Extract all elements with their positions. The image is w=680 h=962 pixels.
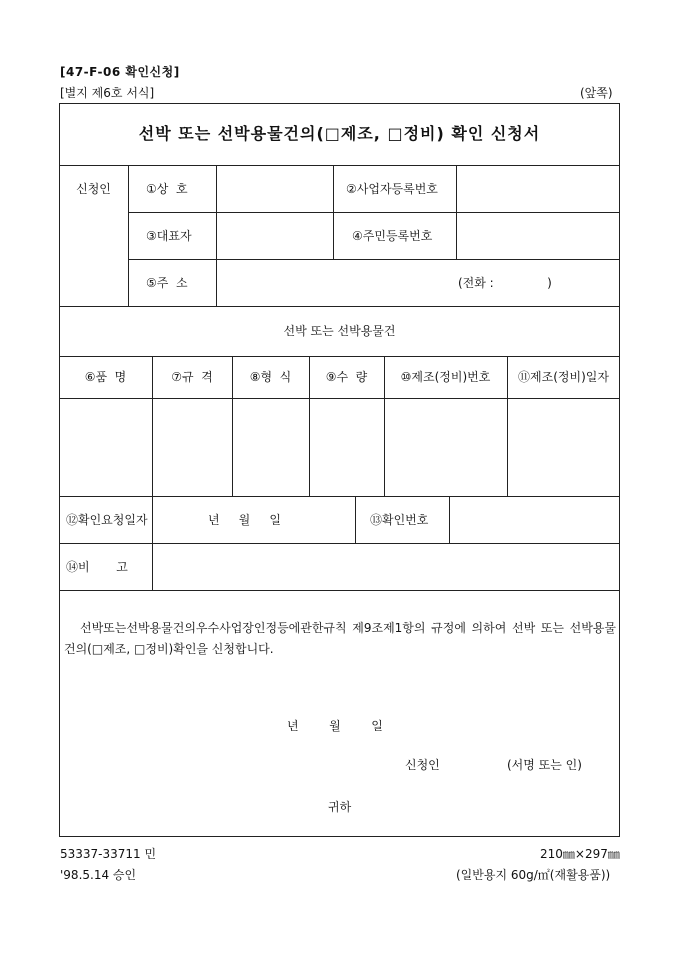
goods-col-spec: ⑦규 격 — [171, 370, 213, 384]
business-reg-no-label: ②사업자등록번호 — [346, 181, 438, 196]
representative-label: ③대표자 — [146, 228, 192, 243]
footer-approval: '98.5.14 승인 — [60, 868, 137, 882]
trade-name-label: ①상 호 — [146, 181, 188, 196]
footer-size: 210㎜×297㎜ — [540, 847, 620, 861]
goods-col-type: ⑧형 식 — [249, 370, 292, 384]
form-title: 선박 또는 선박용물건의(□제조, □정비) 확인 신청서 — [138, 124, 541, 143]
footer-paper: (일반용지 60g/㎡(재활용품)) — [456, 868, 611, 882]
footer-form-number: 53337-33711 민 — [60, 847, 157, 861]
vline-applicant — [128, 165, 129, 306]
vline-request-3 — [449, 496, 450, 543]
phone-label: (전화 : ) — [458, 275, 552, 290]
vline-label-col — [216, 165, 217, 306]
vline-mid-2 — [456, 165, 457, 259]
statement-applicant: 신청인 — [405, 758, 440, 772]
rule-title — [59, 165, 620, 166]
address-label: ⑤주 소 — [146, 275, 188, 290]
rule-remarks — [59, 590, 620, 591]
side-label: (앞쪽) — [580, 86, 613, 100]
rule-goods-header — [59, 398, 620, 399]
goods-col-qty: ⑨수 량 — [325, 370, 368, 384]
request-date-value: 년 월 일 — [208, 512, 281, 527]
goods-col-date: ⑪제조(정비)일자 — [518, 370, 609, 384]
statement-addressee: 귀하 — [328, 800, 352, 814]
statement-date-line: 년 월 일 — [287, 719, 383, 733]
vline-mid-1 — [333, 165, 334, 259]
attachment-label: [별지 제6호 서식] — [60, 86, 155, 100]
statement-sign: (서명 또는 인) — [507, 758, 582, 772]
application-statement: 선박또는선박용물건의우수사업장인정등에관한규칙 제9조제1항의 규정에 의하여 선박 또는 선박용물건의(□제조, □정비)확인을 신청합니다. — [64, 621, 616, 656]
resident-reg-no-label: ④주민등록번호 — [352, 228, 433, 243]
rule-request — [59, 543, 620, 544]
request-date-label: ⑫확인요청일자 — [66, 512, 148, 527]
vline-request-2 — [355, 496, 356, 543]
remarks-label: ⑭비 고 — [66, 559, 128, 574]
form-code: [47-F-06 확인신청] — [60, 65, 180, 79]
goods-section-label: 선박 또는 선박용물건 — [283, 324, 396, 338]
confirm-no-label: ⑬확인번호 — [370, 512, 429, 527]
goods-col-serial: ⑩제조(정비)번호 — [400, 370, 491, 384]
goods-col-name: ⑥품 명 — [84, 370, 127, 384]
applicant-section-label: 신청인 — [76, 182, 111, 196]
vline-request-1 — [152, 496, 153, 590]
